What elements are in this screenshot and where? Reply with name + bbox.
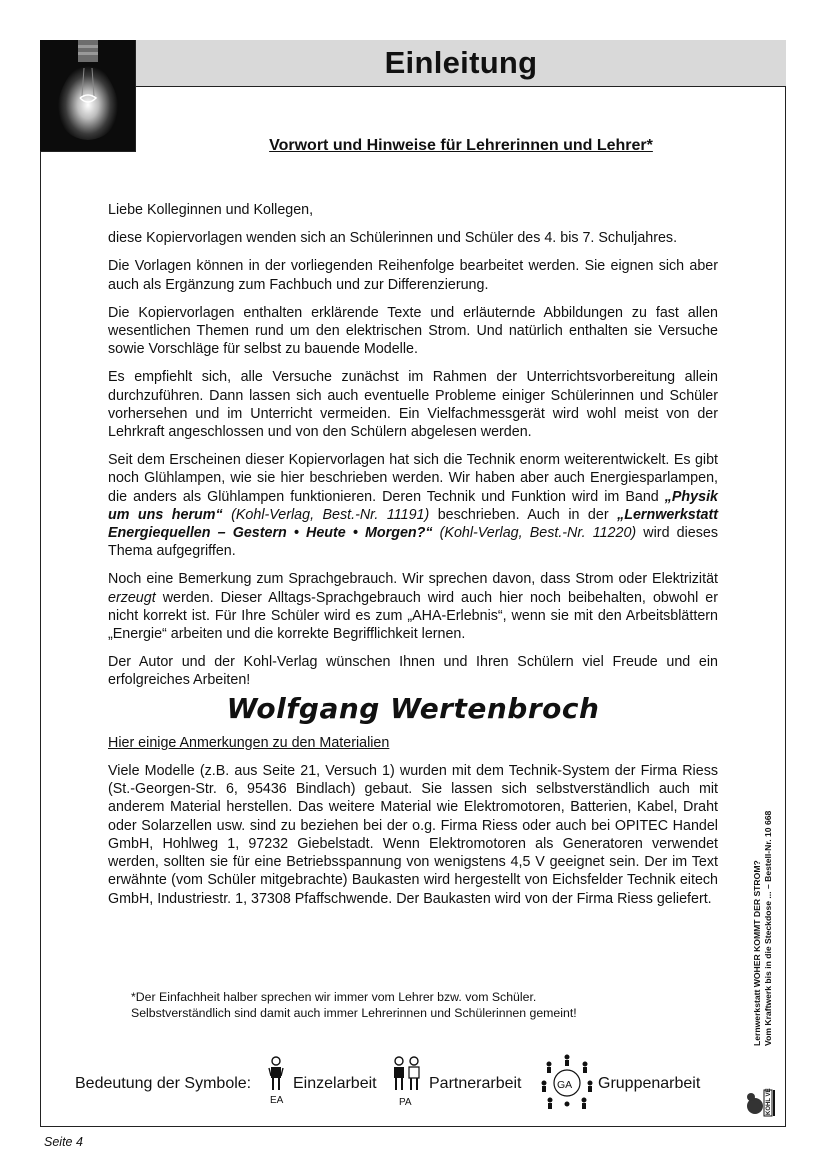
materials-heading: Hier einige Anmerkungen zu den Materialien xyxy=(108,734,390,751)
footnote-line-1: *Der Einfachheit halber sprechen wir immer vom Lehrer bzw. vom Schüler. xyxy=(131,990,537,1004)
svg-text:KOHL VERLAG: KOHL VERLAG xyxy=(766,1088,772,1115)
paragraph-target-group: diese Kopiervorlagen wenden sich an Schülerinnen und Schüler des 4. bis 7. Schuljahres. xyxy=(108,230,678,247)
author-signature: Wolfgang Wertenbroch xyxy=(226,691,600,725)
footnote-line-2: Selbstverständlich sind damit auch immer Lehrerinnen und Schülerinnen gemeint! xyxy=(131,1006,577,1021)
publisher-logo xyxy=(744,1088,780,1118)
title-bar xyxy=(136,40,786,87)
page-number: Seite 4 xyxy=(44,1135,83,1149)
subtitle-text: Vorwort und Hinweise für Lehrerinnen und Lehrer* xyxy=(269,137,653,154)
group-work-label: Gruppenarbeit xyxy=(598,1075,701,1092)
publication-subtitle-order-number: Vom Kraftwerk bis in die Steckdose ... – Bestell-Nr. 10 668 xyxy=(763,810,773,1046)
single-work-code: EA xyxy=(270,1095,284,1106)
publication-info xyxy=(752,726,774,1046)
symbol-legend-label: Bedeutung der Symbole: xyxy=(75,1075,252,1092)
lightbulb-icon xyxy=(40,40,136,152)
materials-text: Viele Modelle (z.B. aus Seite 21, Versuch 1) wurden mit dem Technik-System der Firma Riess (St.-Georgen-Str. 6, 95436 Bindlach) gebaut. Sie lassen sich selbstverständlich auch mit anderem Material herstellen. Das weitere Material wie Elektromotoren, Batterien, Kabel, Draht oder Solarzellen usw. sind zu beziehen bei der o.g. Firma Riess oder auch bei OPITEC Handel GmbH, Hohlweg 1, 97232 Giebelstadt. Wenn Elektromotoren als Generatoren verwendet werden, sollten sie für eine Betriebsspannung von wenigstens 4,5 V geeignet sein. Der im Text erwähnte (vom Schüler mitgebrachte) Baukasten wird hergestellt von Eichsfelder Technik eitech GmbH, Industriestr. 1, 37308 Pfaffschwende. Der Baukasten wird von der Firma Riess geliefert. xyxy=(108,763,718,907)
paragraph-experiments: Es empfiehlt sich, alle Versuche zunächst im Rahmen der Unterrichtsvorbereitung allein durchzuführen. Dann lassen sich auch eventuelle Probleme einiger Schülerinnen und Schüler vorhersehen und im Unterricht vermeiden. Ein Vielfachmessgerät wird wohl meist von der Lehrkraft angeschlossen und von den Schülern abgelesen werden. xyxy=(108,369,718,441)
main-content xyxy=(108,201,718,918)
page-title: Einleitung xyxy=(384,45,538,80)
partner-work-label: Partnerarbeit xyxy=(429,1075,522,1092)
book-title-physik: „Physik um uns herum“ xyxy=(108,488,718,523)
kohl-verlag-logo-icon xyxy=(744,1088,780,1118)
symbol-legend xyxy=(75,1052,715,1112)
paragraph-contents: Die Kopiervorlagen enthalten erklärende Texte und erläuternde Abbildungen zu fast allen wesentlichen Themen rund um den elektrischen Strom. Und natürlich enthalten sie Versuche sowie Vorschläge für selbst zu bauende Modelle. xyxy=(108,304,718,358)
partner-icon xyxy=(391,1056,423,1092)
lightbulb-image xyxy=(40,40,136,152)
footnote xyxy=(131,989,711,1021)
paragraph-closing: Der Autor und der Kohl-Verlag wünschen Ihnen und Ihren Schülern viel Freude und ein erfolgreiches Arbeiten! xyxy=(108,654,718,689)
salutation: Liebe Kolleginnen und Kollegen, xyxy=(108,202,314,218)
page-subtitle xyxy=(136,137,786,155)
paragraph-technology: Seit dem Erscheinen dieser Kopiervorlagen hat sich die Technik enorm weiterentwickelt. Es gibt noch Glühlampen, wie sie hier beschrieben werden. Wir haben aber auch Energiesparlampen, die anders als Glühlampen funktionieren. Deren Technik und Funktion wird im Band „Physik um uns herum“ (Kohl-Verlag, Best.-Nr. 11191) beschrieben. Auch in der „Lernwerkstatt Energiequellen – Gestern • Heute • Morgen?“ (Kohl-Verlag, Best.-Nr. 11220) wird dieses Thema aufgegriffen. xyxy=(108,452,718,560)
single-work-label: Einzelarbeit xyxy=(293,1075,377,1092)
publication-title: Lernwerkstatt WOHER KOMMT DER STROM? xyxy=(752,860,762,1046)
book-title-energiequellen: „Lernwerkstatt Energiequellen – Gestern • Heute • Morgen?“ xyxy=(108,506,718,542)
paragraph-order: Die Vorlagen können in der vorliegenden Reihenfolge bearbeitet werden. Sie eignen sich aber auch als Ergänzung zum Fachbuch und zur Differenzierung. xyxy=(108,258,718,293)
group-work-code: GA xyxy=(557,1079,573,1091)
partner-work-code: PA xyxy=(399,1097,412,1108)
single-person-icon xyxy=(267,1056,285,1092)
paragraph-language: Noch eine Bemerkung zum Sprachgebrauch. Wir sprechen davon, dass Strom oder Elektrizität erzeugt werden. Dieser Alltags-Sprachgebrauch wird auch hier noch beibehalten, obwohl er nicht korrekt ist. Für Ihre Schüler wird es zum „AHA-Erlebnis“, wenn sie mit den Arbeitsblättern „Energie“ arbeiten und die korrekte Begrifflichkeit lernen. xyxy=(108,571,718,643)
